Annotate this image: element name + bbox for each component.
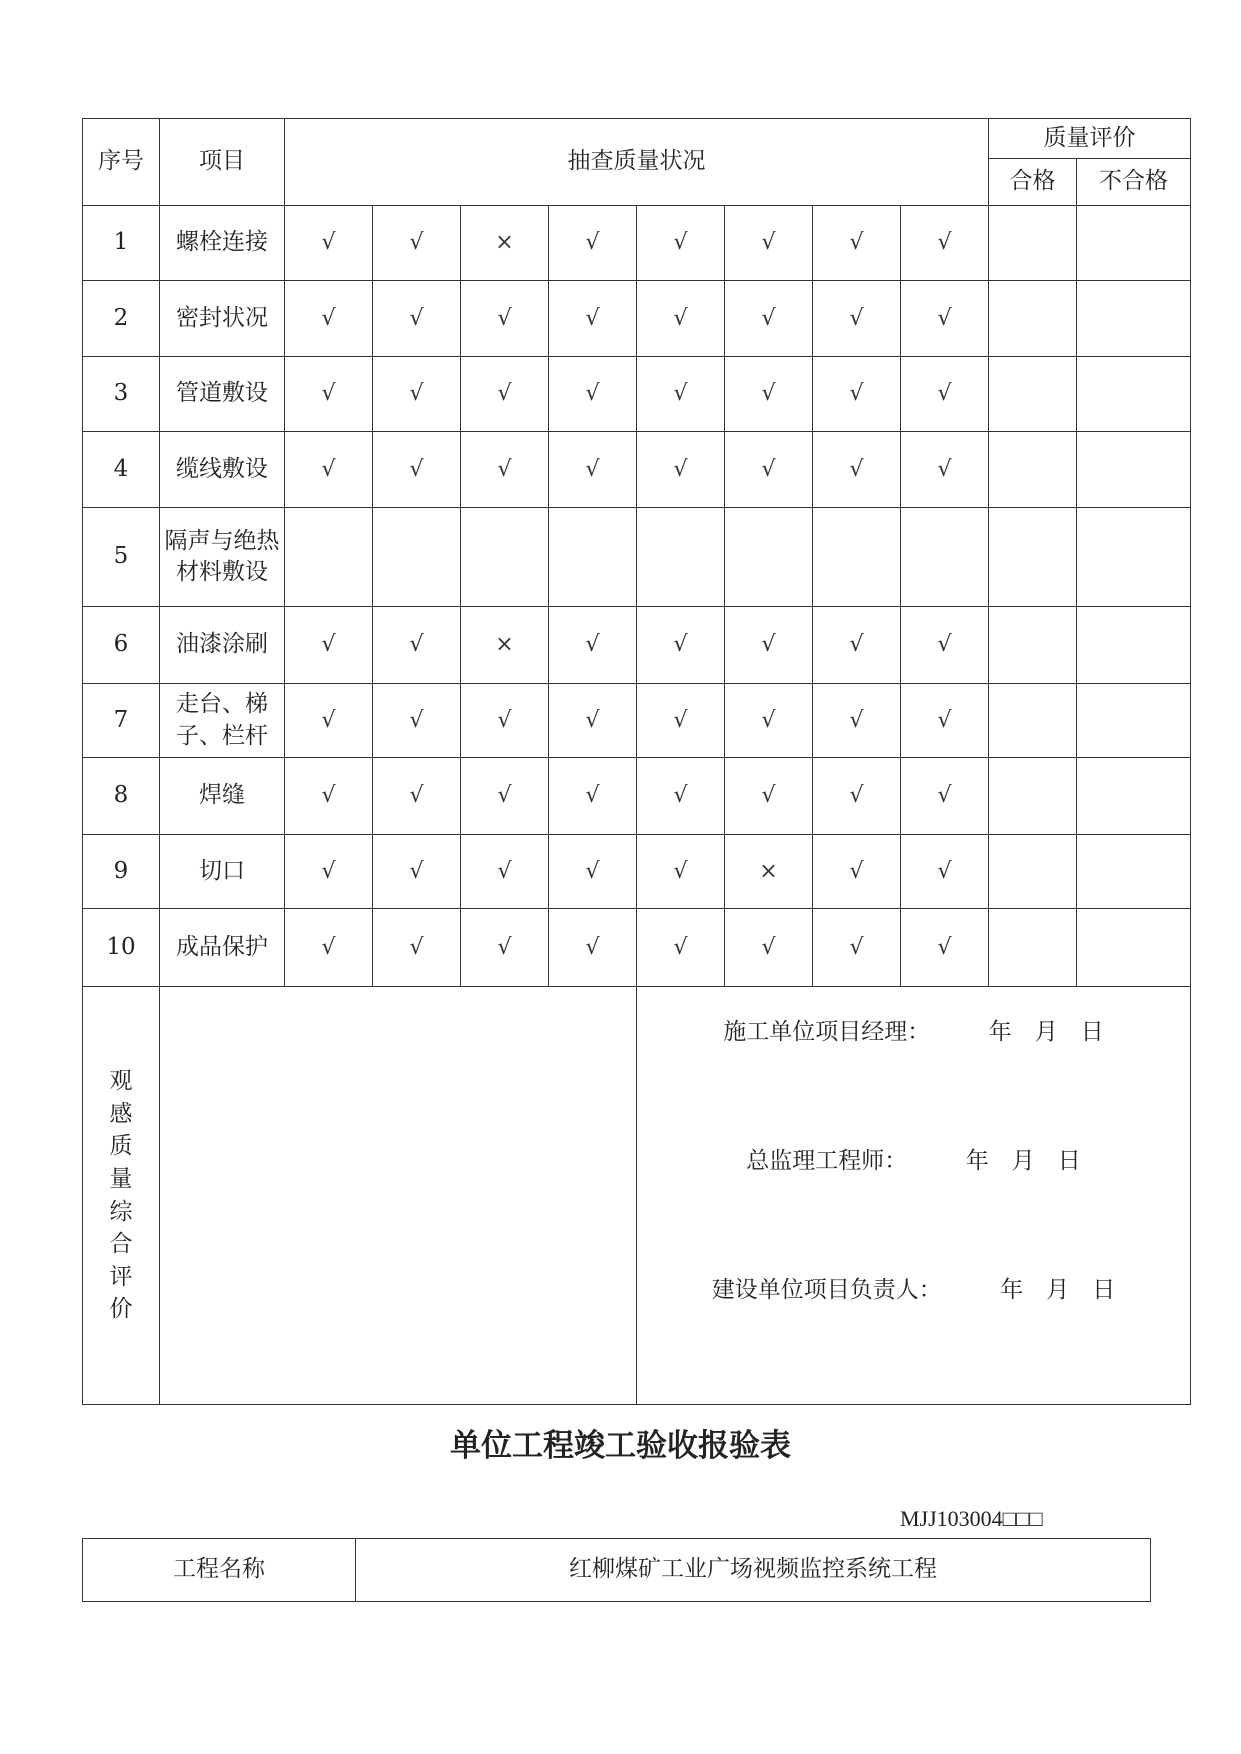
signature-role: 施工单位项目经理： — [723, 1019, 931, 1045]
fail-cell — [1077, 281, 1191, 357]
check-mark: √ — [725, 432, 813, 508]
fail-cell — [1077, 508, 1191, 607]
signature-date: 年 月 日 — [965, 1148, 1081, 1174]
inspection-table — [82, 118, 1191, 1405]
check-mark: √ — [461, 281, 549, 357]
check-mark: √ — [901, 684, 989, 758]
check-mark: √ — [813, 206, 901, 281]
fail-cell — [1077, 909, 1191, 987]
check-mark: √ — [373, 206, 461, 281]
fail-cell — [1077, 607, 1191, 684]
empty-cell — [549, 508, 637, 607]
pass-cell — [989, 684, 1077, 758]
row-number: 8 — [83, 758, 160, 835]
check-mark: √ — [813, 909, 901, 987]
check-mark: √ — [285, 835, 373, 909]
header-fail: 不合格 — [1077, 159, 1191, 206]
check-mark: √ — [813, 432, 901, 508]
row-item-name: 缆线敷设 — [160, 432, 285, 508]
signature-role: 总监理工程师： — [746, 1148, 908, 1174]
check-mark: √ — [549, 758, 637, 835]
signature-line — [637, 1146, 1190, 1177]
check-mark: √ — [549, 357, 637, 432]
check-mark: √ — [549, 607, 637, 684]
row-number: 3 — [83, 357, 160, 432]
cross-mark: × — [461, 206, 549, 281]
table-row — [83, 758, 1191, 835]
cross-mark: × — [725, 835, 813, 909]
fail-cell — [1077, 357, 1191, 432]
pass-cell — [989, 758, 1077, 835]
check-mark: √ — [373, 909, 461, 987]
check-mark: √ — [901, 432, 989, 508]
check-mark: √ — [637, 432, 725, 508]
check-mark: √ — [549, 206, 637, 281]
check-mark: √ — [285, 206, 373, 281]
form-code: MJJ103004□□□ — [900, 1506, 1043, 1531]
pass-cell — [989, 206, 1077, 281]
check-mark: √ — [813, 684, 901, 758]
table-row — [83, 206, 1191, 281]
check-mark: √ — [725, 909, 813, 987]
check-mark: √ — [285, 357, 373, 432]
header-seq: 序号 — [83, 119, 160, 206]
check-mark: √ — [285, 684, 373, 758]
row-item-name: 管道敷设 — [160, 357, 285, 432]
check-mark: √ — [725, 684, 813, 758]
empty-cell — [725, 508, 813, 607]
table-row — [83, 909, 1191, 987]
check-mark: √ — [461, 432, 549, 508]
check-mark: √ — [285, 432, 373, 508]
check-mark: √ — [549, 835, 637, 909]
summary-label: 观 感 质 量 综 合 评 价 — [83, 987, 160, 1405]
fail-cell — [1077, 758, 1191, 835]
row-item-name: 螺栓连接 — [160, 206, 285, 281]
summary-row — [83, 987, 1191, 1405]
check-mark: √ — [285, 758, 373, 835]
row-item-name: 隔声与绝热材料敷设 — [160, 508, 285, 607]
check-mark: √ — [725, 357, 813, 432]
row-number: 9 — [83, 835, 160, 909]
signature-role: 建设单位项目负责人： — [711, 1277, 942, 1303]
check-mark: √ — [285, 607, 373, 684]
fail-cell — [1077, 835, 1191, 909]
row-item-name: 油漆涂刷 — [160, 607, 285, 684]
check-mark: √ — [461, 909, 549, 987]
header-pass: 合格 — [989, 159, 1077, 206]
check-mark: √ — [813, 835, 901, 909]
table-row — [83, 432, 1191, 508]
pass-cell — [989, 432, 1077, 508]
check-mark: √ — [637, 607, 725, 684]
fail-cell — [1077, 432, 1191, 508]
row-item-name: 焊缝 — [160, 758, 285, 835]
check-mark: √ — [901, 835, 989, 909]
check-mark: √ — [373, 607, 461, 684]
row-number: 5 — [83, 508, 160, 607]
check-mark: √ — [725, 281, 813, 357]
check-mark: √ — [549, 909, 637, 987]
check-mark: √ — [901, 758, 989, 835]
table-row — [83, 508, 1191, 607]
row-item-name: 走台、梯子、栏杆 — [160, 684, 285, 758]
empty-cell — [813, 508, 901, 607]
project-name: 红柳煤矿工业广场视频监控系统工程 — [356, 1539, 1151, 1602]
check-mark: √ — [813, 607, 901, 684]
check-mark: √ — [637, 835, 725, 909]
row-number: 1 — [83, 206, 160, 281]
pass-cell — [989, 508, 1077, 607]
check-mark: √ — [549, 281, 637, 357]
empty-cell — [285, 508, 373, 607]
check-mark: √ — [373, 758, 461, 835]
check-mark: √ — [461, 684, 549, 758]
check-mark: √ — [901, 607, 989, 684]
table-row — [83, 357, 1191, 432]
table-row — [83, 607, 1191, 684]
signature-line — [637, 1275, 1190, 1306]
check-mark: √ — [285, 281, 373, 357]
pass-cell — [989, 357, 1077, 432]
pass-cell — [989, 281, 1077, 357]
fail-cell — [1077, 684, 1191, 758]
pass-cell — [989, 835, 1077, 909]
form-title: 单位工程竣工验收报验表 — [450, 1428, 791, 1464]
check-mark: √ — [637, 281, 725, 357]
row-item-name: 成品保护 — [160, 909, 285, 987]
header-inspection: 抽查质量状况 — [285, 119, 989, 206]
summary-comment-area — [160, 987, 637, 1405]
check-mark: √ — [549, 684, 637, 758]
check-mark: √ — [725, 758, 813, 835]
row-item-name: 密封状况 — [160, 281, 285, 357]
empty-cell — [461, 508, 549, 607]
signature-date: 年 月 日 — [988, 1019, 1104, 1045]
table-row — [83, 281, 1191, 357]
row-number: 6 — [83, 607, 160, 684]
check-mark: √ — [901, 281, 989, 357]
check-mark: √ — [901, 357, 989, 432]
check-mark: √ — [725, 607, 813, 684]
signature-date: 年 月 日 — [1000, 1277, 1116, 1303]
check-mark: √ — [549, 432, 637, 508]
check-mark: √ — [461, 357, 549, 432]
project-label: 工程名称 — [83, 1539, 356, 1602]
row-number: 2 — [83, 281, 160, 357]
check-mark: √ — [373, 684, 461, 758]
check-mark: √ — [901, 909, 989, 987]
fail-cell — [1077, 206, 1191, 281]
pass-cell — [989, 909, 1077, 987]
check-mark: √ — [461, 758, 549, 835]
check-mark: √ — [813, 758, 901, 835]
header-quality-eval: 质量评价 — [989, 119, 1191, 159]
empty-cell — [637, 508, 725, 607]
empty-cell — [901, 508, 989, 607]
signature-area — [637, 987, 1191, 1405]
check-mark: √ — [813, 357, 901, 432]
table-row — [83, 835, 1191, 909]
check-mark: √ — [901, 206, 989, 281]
table-row — [83, 684, 1191, 758]
row-number: 10 — [83, 909, 160, 987]
row-number: 7 — [83, 684, 160, 758]
project-table — [82, 1538, 1151, 1602]
cross-mark: × — [461, 607, 549, 684]
signature-line — [637, 1017, 1190, 1048]
check-mark: √ — [373, 432, 461, 508]
row-number: 4 — [83, 432, 160, 508]
check-mark: √ — [637, 357, 725, 432]
check-mark: √ — [637, 758, 725, 835]
header-item: 项目 — [160, 119, 285, 206]
check-mark: √ — [813, 281, 901, 357]
check-mark: √ — [373, 835, 461, 909]
check-mark: √ — [285, 909, 373, 987]
check-mark: √ — [461, 835, 549, 909]
check-mark: √ — [725, 206, 813, 281]
check-mark: √ — [637, 684, 725, 758]
check-mark: √ — [637, 206, 725, 281]
check-mark: √ — [637, 909, 725, 987]
check-mark: √ — [373, 357, 461, 432]
pass-cell — [989, 607, 1077, 684]
empty-cell — [373, 508, 461, 607]
check-mark: √ — [373, 281, 461, 357]
row-item-name: 切口 — [160, 835, 285, 909]
